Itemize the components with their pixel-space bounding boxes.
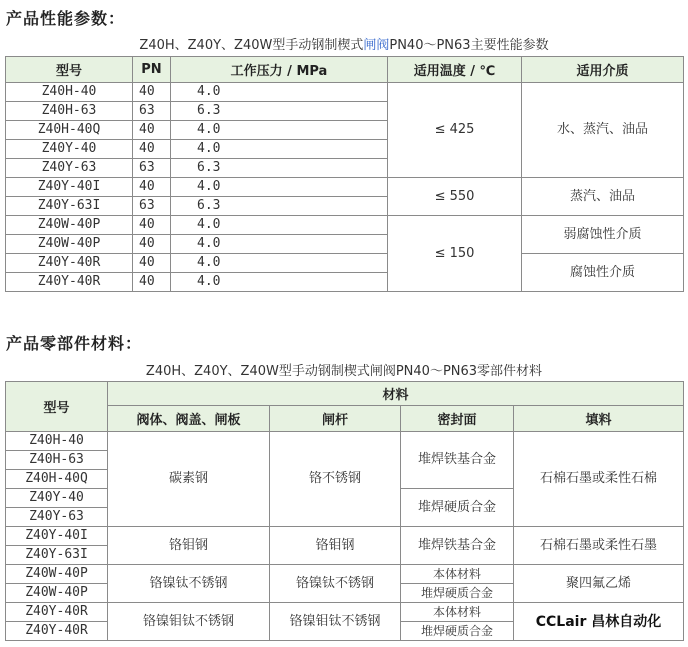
seal-material-cell: 堆焊铁基合金 bbox=[401, 432, 514, 489]
table-row bbox=[6, 178, 684, 197]
stem-material-cell: 铬不锈钢 bbox=[270, 432, 401, 527]
pn-cell: 40 bbox=[133, 140, 171, 159]
body-material-cell: 铬镍钼钛不锈钢 bbox=[108, 603, 270, 641]
header-body: 阀体、阀盖、闸板 bbox=[108, 406, 270, 432]
model-cell: Z40Y-40I bbox=[6, 178, 133, 197]
header-temperature: 适用温度 / ℃ bbox=[388, 57, 522, 83]
pressure-cell: 4.0 bbox=[171, 140, 388, 159]
body-material-cell: 铬钼钢 bbox=[108, 527, 270, 565]
gate-valve-link[interactable]: 闸阀 bbox=[363, 38, 390, 53]
performance-caption-suffix: PN40～PN63主要性能参数 bbox=[389, 38, 549, 53]
model-cell: Z40Y-63 bbox=[6, 159, 133, 178]
medium-cell: 蒸汽、油品 bbox=[522, 178, 684, 216]
pressure-cell: 6.3 bbox=[171, 159, 388, 178]
materials-heading: 产品零部件材料： bbox=[6, 334, 143, 353]
pn-cell: 40 bbox=[133, 178, 171, 197]
header-pressure: 工作压力 / MPa bbox=[171, 57, 388, 83]
model-cell: Z40Y-63I bbox=[6, 197, 133, 216]
pressure-cell: 4.0 bbox=[171, 254, 388, 273]
header-seal: 密封面 bbox=[401, 406, 514, 432]
model-cell: Z40H-63 bbox=[6, 451, 108, 470]
table-row bbox=[6, 565, 684, 584]
watermark-logo: CCLair 昌林自动化 bbox=[514, 603, 684, 641]
pn-cell: 63 bbox=[133, 102, 171, 121]
medium-cell: 水、蒸汽、油品 bbox=[522, 83, 684, 178]
model-cell: Z40Y-40R bbox=[6, 273, 133, 292]
pn-cell: 63 bbox=[133, 197, 171, 216]
model-cell: Z40Y-40R bbox=[6, 254, 133, 273]
stem-material-cell: 铬镍钼钛不锈钢 bbox=[270, 603, 401, 641]
pn-cell: 40 bbox=[133, 273, 171, 292]
model-cell: Z40Y-63 bbox=[6, 508, 108, 527]
seal-material-cell: 堆焊铁基合金 bbox=[401, 527, 514, 565]
materials-caption: Z40H、Z40Y、Z40W型手动钢制楔式闸阀PN40～PN63零部件材料 bbox=[145, 364, 543, 379]
model-cell: Z40Y-40R bbox=[6, 603, 108, 622]
table-row bbox=[6, 254, 684, 273]
header-material: 材料 bbox=[108, 382, 684, 406]
temperature-cell: ≤ 425 bbox=[388, 83, 522, 178]
model-cell: Z40W-40P bbox=[6, 565, 108, 584]
model-cell: Z40Y-40R bbox=[6, 622, 108, 641]
model-cell: Z40W-40P bbox=[6, 235, 133, 254]
model-cell: Z40Y-40 bbox=[6, 140, 133, 159]
header-packing: 填料 bbox=[514, 406, 684, 432]
model-cell: Z40H-40Q bbox=[6, 121, 133, 140]
seal-material-cell: 本体材料 bbox=[401, 603, 514, 622]
pressure-cell: 4.0 bbox=[171, 121, 388, 140]
model-cell: Z40Y-40 bbox=[6, 489, 108, 508]
pressure-cell: 6.3 bbox=[171, 102, 388, 121]
pressure-cell: 4.0 bbox=[171, 178, 388, 197]
model-cell: Z40W-40P bbox=[6, 216, 133, 235]
pn-cell: 40 bbox=[133, 235, 171, 254]
table-row bbox=[6, 216, 684, 235]
pressure-cell: 4.0 bbox=[171, 235, 388, 254]
pressure-cell: 4.0 bbox=[171, 83, 388, 102]
pressure-cell: 4.0 bbox=[171, 273, 388, 292]
model-cell: Z40W-40P bbox=[6, 584, 108, 603]
performance-table bbox=[5, 56, 684, 292]
performance-caption bbox=[0, 34, 688, 53]
pn-cell: 40 bbox=[133, 83, 171, 102]
header-pn: PN bbox=[133, 57, 171, 83]
temperature-cell: ≤ 550 bbox=[388, 178, 522, 216]
model-cell: Z40H-63 bbox=[6, 102, 133, 121]
materials-table bbox=[5, 381, 684, 641]
header-medium: 适用介质 bbox=[522, 57, 684, 83]
pn-cell: 40 bbox=[133, 254, 171, 273]
seal-material-cell: 本体材料 bbox=[401, 565, 514, 584]
header-stem: 闸杆 bbox=[270, 406, 401, 432]
pressure-cell: 6.3 bbox=[171, 197, 388, 216]
pn-cell: 40 bbox=[133, 121, 171, 140]
body-material-cell: 碳素钢 bbox=[108, 432, 270, 527]
model-cell: Z40Y-40I bbox=[6, 527, 108, 546]
model-cell: Z40H-40Q bbox=[6, 470, 108, 489]
stem-material-cell: 铬钼钢 bbox=[270, 527, 401, 565]
medium-cell: 弱腐蚀性介质 bbox=[522, 216, 684, 254]
pn-cell: 63 bbox=[133, 159, 171, 178]
pn-cell: 40 bbox=[133, 216, 171, 235]
packing-material-cell: 聚四氟乙烯 bbox=[514, 565, 684, 603]
table-row bbox=[6, 527, 684, 546]
body-material-cell: 铬镍钛不锈钢 bbox=[108, 565, 270, 603]
performance-heading: 产品性能参数： bbox=[6, 9, 126, 28]
pressure-cell: 4.0 bbox=[171, 216, 388, 235]
header-model: 型号 bbox=[6, 382, 108, 432]
model-cell: Z40Y-63I bbox=[6, 546, 108, 565]
seal-material-cell: 堆焊硬质合金 bbox=[401, 584, 514, 603]
header-model: 型号 bbox=[6, 57, 133, 83]
seal-material-cell: 堆焊硬质合金 bbox=[401, 489, 514, 527]
table-row bbox=[6, 603, 684, 622]
temperature-cell: ≤ 150 bbox=[388, 216, 522, 292]
packing-material-cell: 石棉石墨或柔性石墨 bbox=[514, 527, 684, 565]
model-cell: Z40H-40 bbox=[6, 83, 133, 102]
medium-cell: 腐蚀性介质 bbox=[522, 254, 684, 292]
stem-material-cell: 铬镍钛不锈钢 bbox=[270, 565, 401, 603]
packing-material-cell: 石棉石墨或柔性石棉 bbox=[514, 432, 684, 527]
performance-caption-prefix: Z40H、Z40Y、Z40W型手动钢制楔式 bbox=[139, 38, 364, 53]
seal-material-cell: 堆焊硬质合金 bbox=[401, 622, 514, 641]
model-cell: Z40H-40 bbox=[6, 432, 108, 451]
table-row bbox=[6, 432, 684, 451]
table-row bbox=[6, 83, 684, 102]
